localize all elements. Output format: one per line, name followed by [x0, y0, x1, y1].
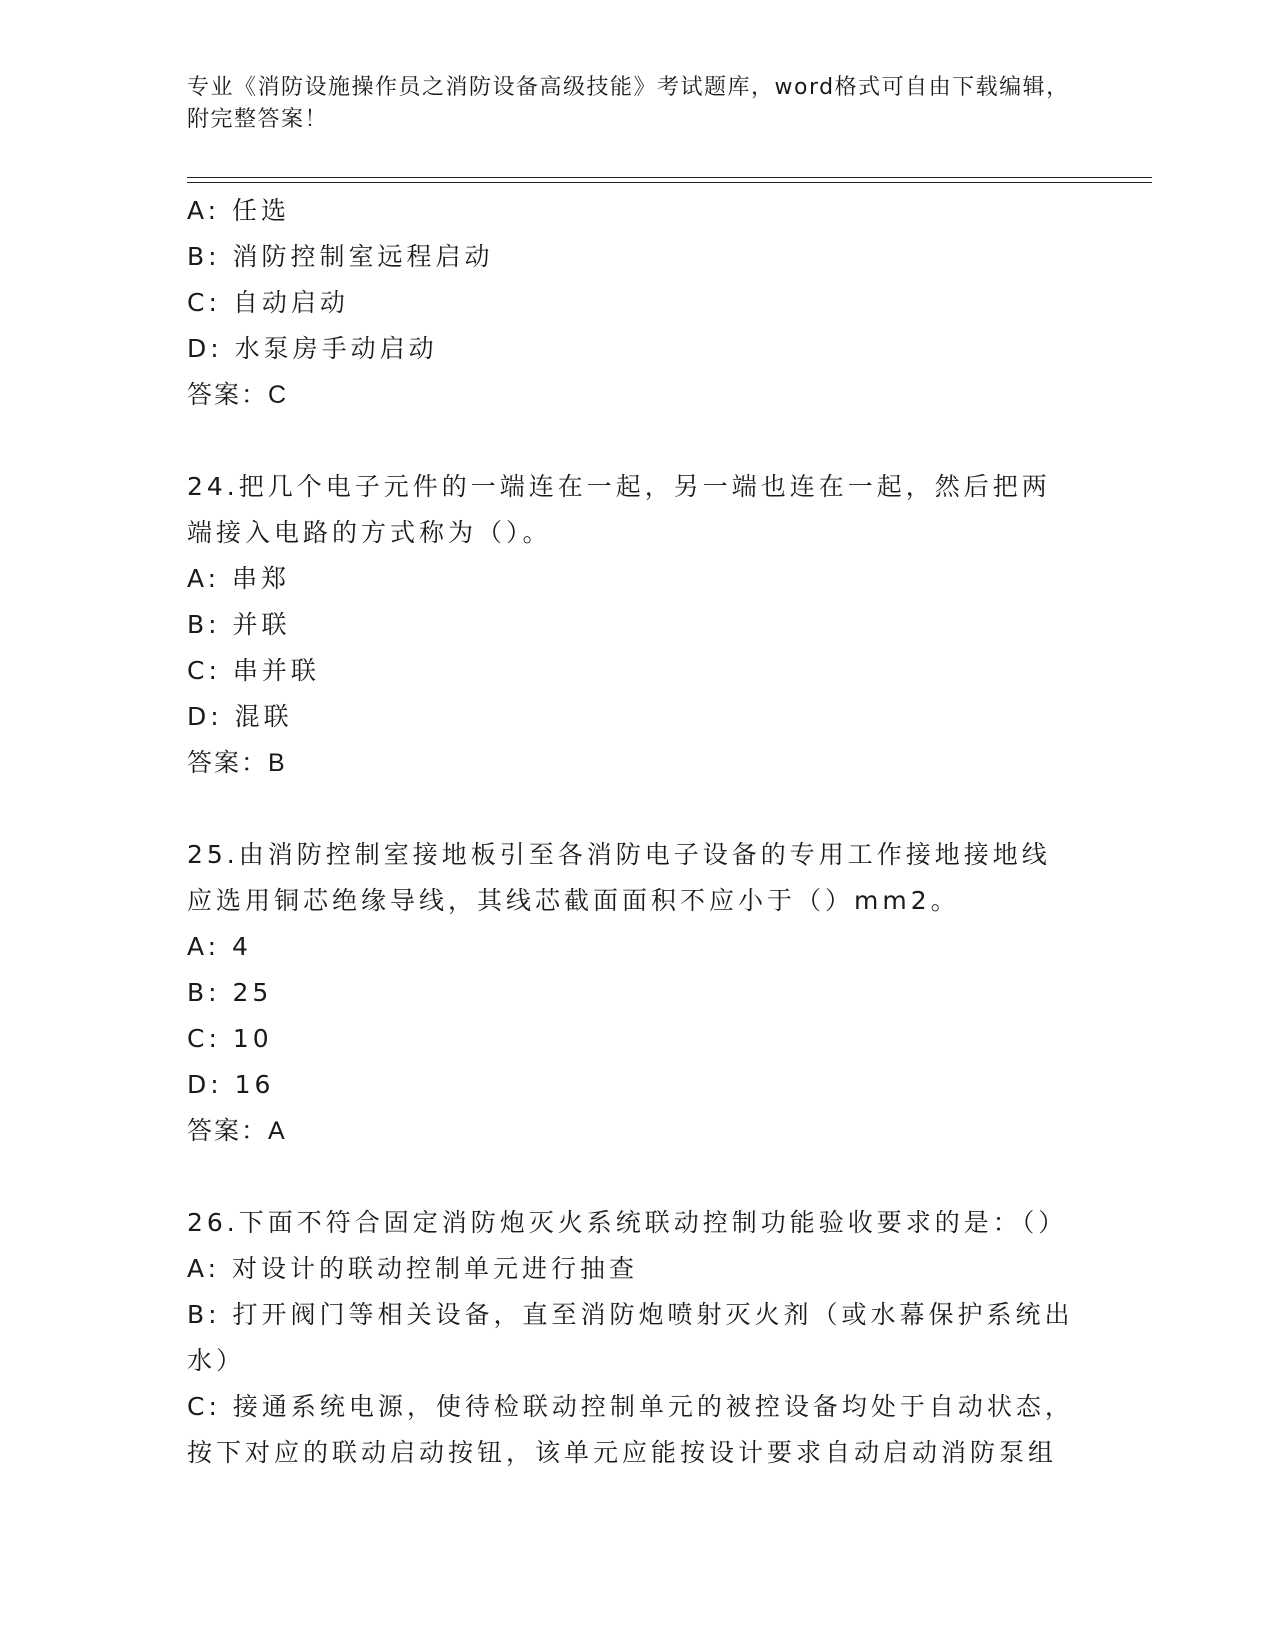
- answer: 答案：C: [187, 381, 289, 409]
- option-b: B: 消防控制室远程启动: [187, 242, 494, 271]
- option-b: B: 25: [187, 978, 273, 1007]
- header-divider-top: [187, 177, 1152, 178]
- question-text: 26.下面不符合固定消防炮灭火系统联动控制功能验收要求的是：（）: [187, 1208, 1068, 1237]
- option-a: A: 对设计的联动控制单元进行抽查: [187, 1254, 639, 1283]
- question-26: [187, 1200, 1077, 1476]
- option-a: A: 4: [187, 932, 252, 961]
- answer: 答案：B: [187, 749, 287, 777]
- spacer: [187, 786, 1077, 832]
- question-25: [187, 832, 1077, 1154]
- option-d: D: 水泵房手动启动: [187, 334, 438, 363]
- option-d: D: 16: [187, 1070, 275, 1099]
- question-text: 24.把几个电子元件的一端连在一起，另一端也连在一起，然后把两端接入电路的方式称为（）。: [187, 472, 1051, 547]
- option-c: C: 接通系统电源，使待检联动控制单元的被控设备均处于自动状态，按下对应的联动启动按钮，该单元应能按设计要求自动启动消防泵组: [187, 1392, 1074, 1467]
- question-23: [187, 188, 1077, 418]
- spacer: [187, 1154, 1077, 1200]
- option-c: C: 自动启动: [187, 288, 349, 317]
- header-divider-bottom: [187, 182, 1152, 183]
- question-text: 25.由消防控制室接地板引至各消防电子设备的专用工作接地接地线应选用铜芯绝缘导线，其线芯截面面积不应小于（）mm2。: [187, 840, 1051, 915]
- option-b: B: 打开阀门等相关设备，直至消防炮喷射灭火剂（或水幕保护系统出水）: [187, 1300, 1074, 1375]
- question-24: [187, 464, 1077, 786]
- option-a: A: 串郑: [187, 564, 291, 593]
- spacer: [187, 418, 1077, 464]
- option-a: A: 任选: [187, 196, 291, 225]
- question-list: [187, 188, 1077, 1476]
- option-b: B: 并联: [187, 610, 291, 639]
- answer: 答案：A: [187, 1117, 287, 1145]
- document-header: 专业《消防设施操作员之消防设备高级技能》考试题库，word格式可自由下载编辑，附完整答案！: [187, 75, 1070, 132]
- option-d: D: 混联: [187, 702, 293, 731]
- option-c: C: 串并联: [187, 656, 320, 685]
- option-c: C: 10: [187, 1024, 273, 1053]
